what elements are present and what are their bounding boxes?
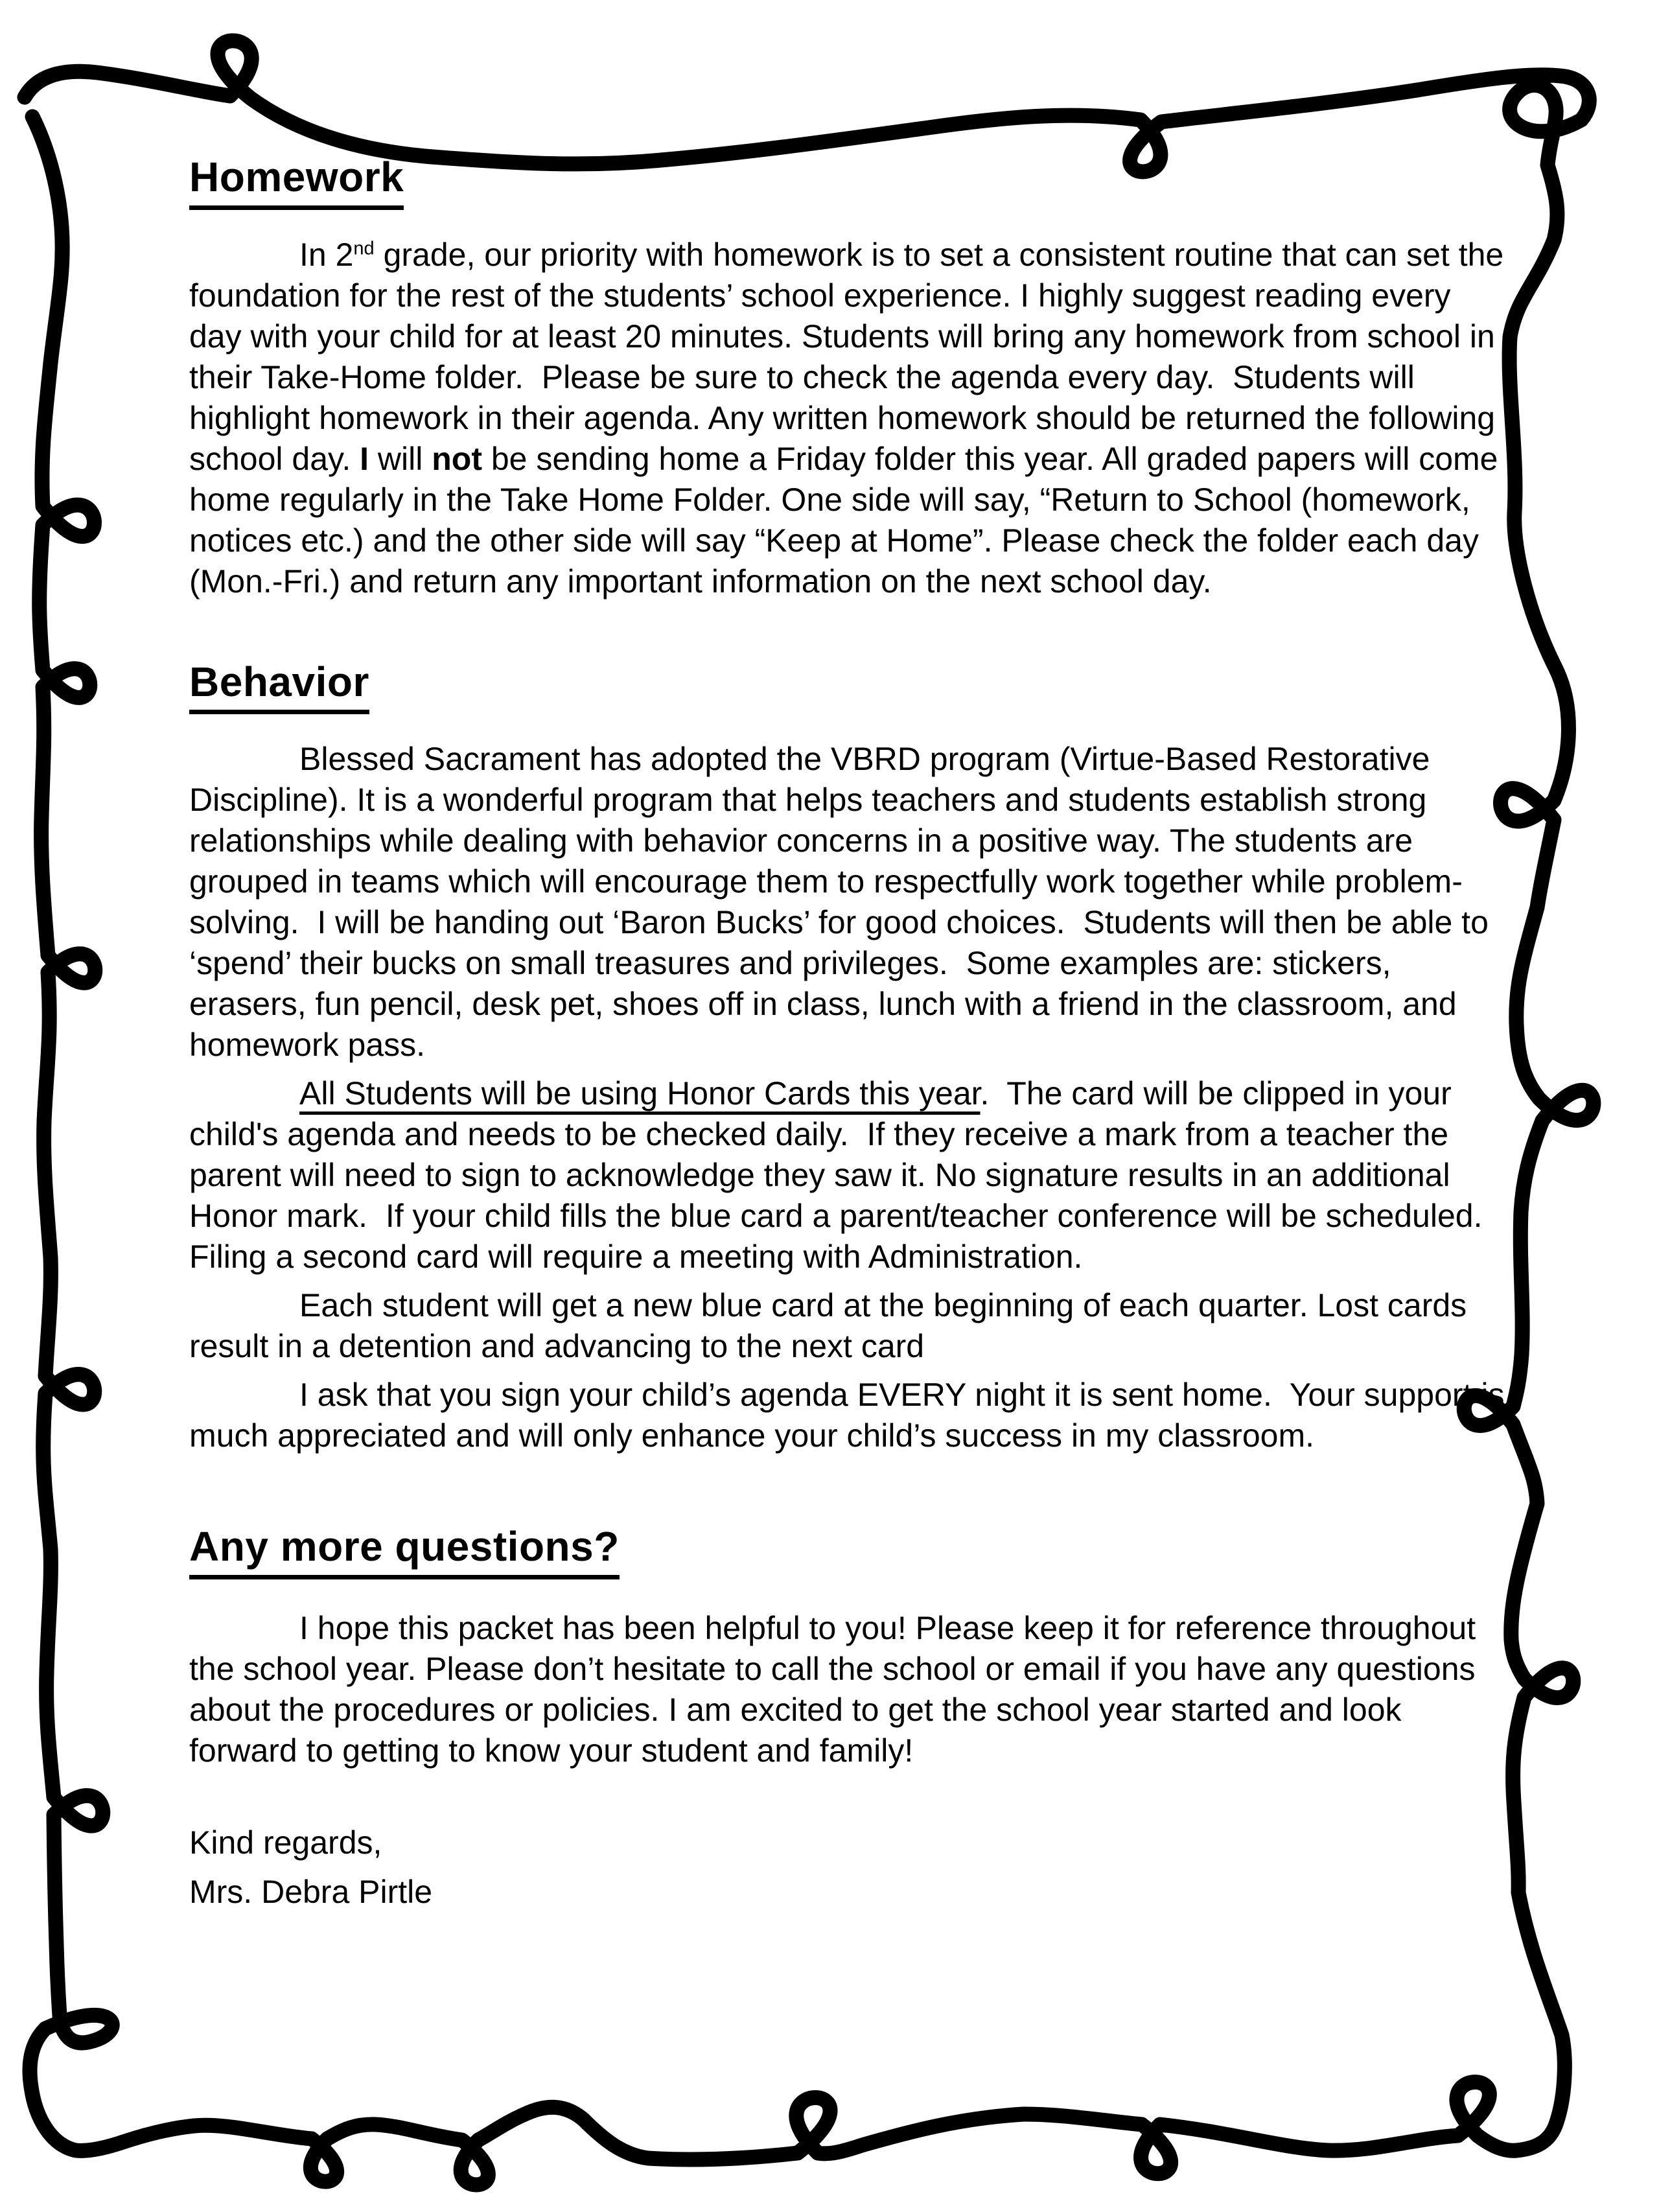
heading-text: Any more questions? [189,1524,620,1579]
behavior-paragraph-3: Each student will get a new blue card at the beginning of each quarter. Lost cards result in a detention and advancing to the next card [189,1287,1476,1365]
homework-paragraph: In 2nd grade, our priority with homework is to set a consistent routine that can set the foundation for the rest of the students’ school experience. I highly suggest reading every day with your child for at least 20 minutes. Students will bring any homework from school in their Take-Home folder. Please be sure to check the agenda every day. Students will highlight homework in their agenda. Any written homework should be returned the following school day. I will not be sending home a Friday folder this year. All graded papers will come home regularly in the Take Home Folder. One side will say, “Return to School (homework, notices etc.) and the other side will say “Keep at Home”. Please check the folder each day (Mon.-Fri.) and return any important information on the next school day. [189,236,1513,600]
section-heading-questions [189,1524,1511,1579]
behavior-paragraph-4: I ask that you sign your child’s agenda EVERY night it is sent home. Your support is much appreciated and will only enhance your child’s success in my classroom. [189,1377,1514,1454]
behavior-paragraph-1: Blessed Sacrament has adopted the VBRD program (Virtue-Based Restorative Discipline). It is a wonderful program that helps teachers and students establish strong relationships while dealing with behavior concerns in a positive way. The students are grouped in teams which will encourage them to respectfully work together while problem-solving. I will be handing out ‘Baron Bucks’ for good choices. Students will then be able to ‘spend’ their bucks on small treasures and privileges. Some examples are: stickers, erasers, fun pencil, desk pet, shoes off in class, lunch with a friend in the classroom, and homework pass. [189,741,1498,1064]
heading-text: Homework [189,154,404,210]
section-heading-homework [189,154,1511,210]
heading-text: Behavior [189,659,369,715]
closing-salutation: Kind regards, [189,1824,382,1861]
behavior-paragraph-2: All Students will be using Honor Cards this year. The card will be clipped in your child's agenda and needs to be checked daily. If they receive a mark from a teacher the parent will need to sign to acknowledge they saw it. No signature results in an additional Honor mark. If your child fills the blue card a parent/teacher conference will be scheduled. Filing a second card will require a meeting with Administration. [189,1075,1501,1275]
questions-paragraph: I hope this packet has been helpful to you! Please keep it for reference throughout the school year. Please don’t hesitate to call the school or email if you have any questions about the procedures or policies. I am excited to get the school year started and look forward to getting to know your student and family! [189,1610,1485,1769]
closing-signature: Mrs. Debra Pirtle [189,1874,433,1911]
closing-block [189,1818,1511,1916]
section-heading-behavior [189,659,1511,715]
letter-content [189,154,1514,1916]
